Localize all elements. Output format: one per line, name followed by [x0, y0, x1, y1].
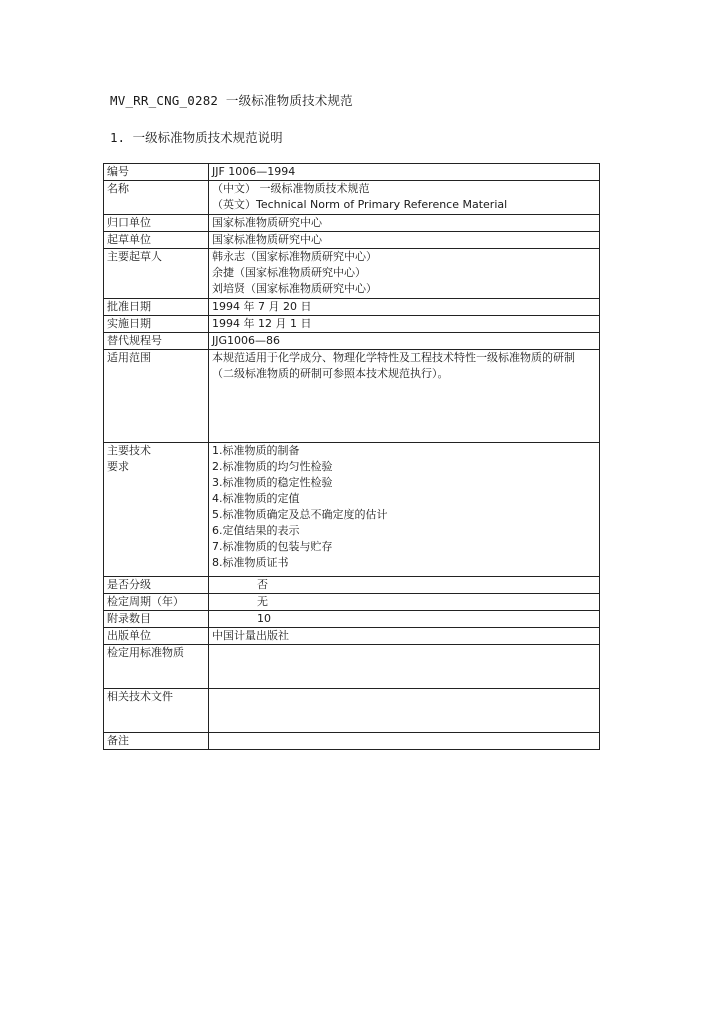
- table-row: [104, 733, 600, 750]
- requirement-item: 2.标准物质的均匀性检验: [212, 460, 333, 473]
- table-row: [104, 443, 600, 577]
- requirement-item: 3.标准物质的稳定性检验: [212, 476, 333, 489]
- row-value-cycle: 无: [209, 594, 600, 611]
- row-label-publisher: 出版单位: [104, 628, 209, 645]
- row-label-name: 名称: [104, 181, 209, 215]
- row-value-drafters: [209, 249, 600, 299]
- table-row: [104, 611, 600, 628]
- row-label-appendix: 附录数目: [104, 611, 209, 628]
- row-value-reference-material: [209, 645, 600, 689]
- requirement-item: 8.标准物质证书: [212, 556, 289, 569]
- spec-table: [103, 163, 600, 750]
- table-row: [104, 594, 600, 611]
- row-value-drafting-unit: 国家标准物质研究中心: [209, 232, 600, 249]
- requirement-item: 4.标准物质的定值: [212, 492, 300, 505]
- table-row: [104, 164, 600, 181]
- requirement-item: 1.标准物质的制备: [212, 444, 300, 457]
- document-title: MV_RR_CNG_0282 一级标准物质技术规范: [110, 93, 353, 108]
- table-row: [104, 316, 600, 333]
- drafter-line: 韩永志（国家标准物质研究中心）: [212, 250, 377, 263]
- table-row: [104, 299, 600, 316]
- row-value-remarks: [209, 733, 600, 750]
- row-value-effective-date: 1994 年 12 月 1 日: [209, 316, 600, 333]
- drafter-line: 刘培贤（国家标准物质研究中心）: [212, 282, 377, 295]
- drafter-line: 余捷（国家标准物质研究中心）: [212, 266, 366, 279]
- row-value-publisher: 中国计量出版社: [209, 628, 600, 645]
- table-row: [104, 249, 600, 299]
- row-label-drafters: 主要起草人: [104, 249, 209, 299]
- name-zh: （中文） 一级标准物质技术规范: [212, 182, 370, 195]
- row-value-related-docs: [209, 689, 600, 733]
- row-value-appendix: 10: [209, 611, 600, 628]
- row-label-reference-material: 检定用标准物质: [104, 645, 209, 689]
- row-label-centralized-unit: 归口单位: [104, 215, 209, 232]
- section-title: 1. 一级标准物质技术规范说明: [110, 130, 283, 145]
- row-label-cycle: 检定周期（年）: [104, 594, 209, 611]
- table-row: [104, 215, 600, 232]
- table-row: [104, 628, 600, 645]
- row-value-main-requirements: [209, 443, 600, 577]
- table-row: [104, 333, 600, 350]
- table-row: [104, 577, 600, 594]
- main-requirements-label-line: 要求: [107, 460, 129, 473]
- name-en: （英文）Technical Norm of Primary Reference Material: [212, 198, 508, 211]
- row-label-grading: 是否分级: [104, 577, 209, 594]
- table-row: [104, 232, 600, 249]
- requirement-item: 7.标准物质的包装与贮存: [212, 540, 333, 553]
- row-value-centralized-unit: 国家标准物质研究中心: [209, 215, 600, 232]
- row-label-remarks: 备注: [104, 733, 209, 750]
- row-value-approval-date: 1994 年 7 月 20 日: [209, 299, 600, 316]
- table-row: [104, 181, 600, 215]
- row-label-main-requirements: [104, 443, 209, 577]
- row-value-grading: 否: [209, 577, 600, 594]
- requirement-item: 6.定值结果的表示: [212, 524, 300, 537]
- row-value-replaces: JJG1006—86: [209, 333, 600, 350]
- row-label-effective-date: 实施日期: [104, 316, 209, 333]
- row-label-approval-date: 批准日期: [104, 299, 209, 316]
- table-row: [104, 689, 600, 733]
- row-label-code: 编号: [104, 164, 209, 181]
- row-value-name: [209, 181, 600, 215]
- table-row: [104, 350, 600, 443]
- row-label-replaces: 替代规程号: [104, 333, 209, 350]
- main-requirements-label-line: 主要技术: [107, 444, 151, 457]
- table-row: [104, 645, 600, 689]
- row-value-scope: 本规范适用于化学成分、物理化学特性及工程技术特性一级标准物质的研制（二级标准物质的研制可参照本技术规范执行）。: [209, 350, 600, 443]
- row-label-scope: 适用范围: [104, 350, 209, 443]
- requirement-item: 5.标准物质确定及总不确定度的估计: [212, 508, 388, 521]
- row-label-drafting-unit: 起草单位: [104, 232, 209, 249]
- row-value-code: JJF 1006—1994: [209, 164, 600, 181]
- row-label-related-docs: 相关技术文件: [104, 689, 209, 733]
